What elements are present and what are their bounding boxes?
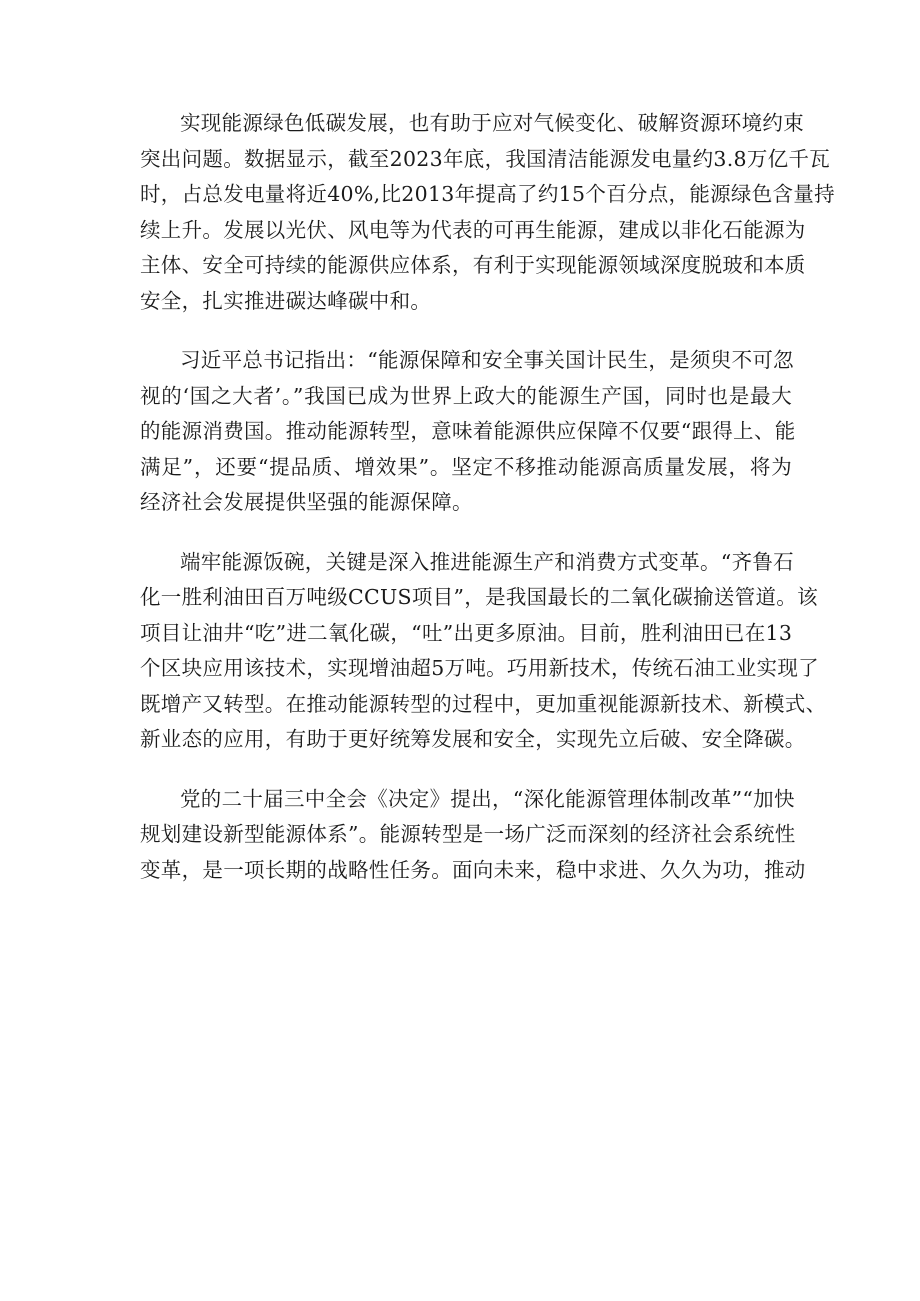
- text-line: 变革，是一项长期的战略性任务。面向未来，稳中求进、久久为功，推动: [140, 857, 806, 882]
- paragraph-4: [140, 782, 806, 889]
- text-line: 化一胜利油田百万吨级CCUS项目”，是我国最长的二氧化碳揄送管道。该: [140, 585, 818, 609]
- text-line: 个区块应用该技术，实现增油超5万吨。巧用新技术，传统石油工业实现了: [140, 656, 819, 680]
- text-line: 项目让油井“吃”进二氧化碳，“吐”出更多原油。目前，胜利油田已在13: [140, 620, 793, 645]
- text-line: 习近平总书记指出：“能源保障和安全事关国计民生，是须臾不可忽: [180, 348, 794, 372]
- text-line: 突出问题。数据显示，截至2023年底，我国清洁能源发电量约3.8万亿千瓦: [140, 146, 831, 171]
- text-line: 党的二十届三中全会《决定》提出，“深化能源管理体制改革”“加快: [180, 786, 795, 811]
- text-line: 的能源消费国。推动能源转型，意味着能源供应保障不仅要“跟得上、能: [140, 419, 796, 443]
- paragraph-3: [140, 545, 827, 758]
- text-line: 续上升。发展以光伏、风电等为代表的可再生能源，建成以非化石能源为: [140, 217, 806, 242]
- text-line: 端牢能源饭碗，关键是深入推进能源生产和消费方式变革。“齐鲁石: [180, 549, 794, 574]
- text-line: 主体、安全可持续的能源供应体系，有利于实现能源领域深度脱玻和本质: [140, 253, 806, 277]
- text-line: 视的‘国之大者’。”我国已成为世界上政大的能源生产国，同时也是最大: [140, 383, 792, 408]
- paragraph-2: [140, 343, 796, 521]
- document-body: [140, 106, 835, 912]
- text-line: 既增产又转型。在推动能源转型的过程中，更加重视能源新技术、新模式、: [140, 691, 827, 716]
- text-line: 实现能源绿色低碳发展，也有助于应对气候变化、破解资源环境约束: [180, 111, 804, 135]
- text-line: 满足”，还要“提品质、增效果”。坚定不移推动能源高质量发展，将为: [140, 454, 792, 479]
- text-line: 规划建设新型能源体系”。能源转型是一场广泛而深刻的经济社会系统性: [140, 822, 796, 846]
- text-line: 安全，扎实推进碳达峰碳中和。: [140, 288, 432, 313]
- text-line: 时，占总发电量将近40%,比2013年提高了约15个百分点，能源绿色含量持: [140, 182, 835, 206]
- text-line: 经济社会发展提供坚强的能源保障。: [140, 490, 473, 514]
- paragraph-1: [140, 106, 835, 319]
- text-line: 新业态的应用，有助于更好统筹发展和安全，实现先立后破、安全降碳。: [140, 727, 806, 751]
